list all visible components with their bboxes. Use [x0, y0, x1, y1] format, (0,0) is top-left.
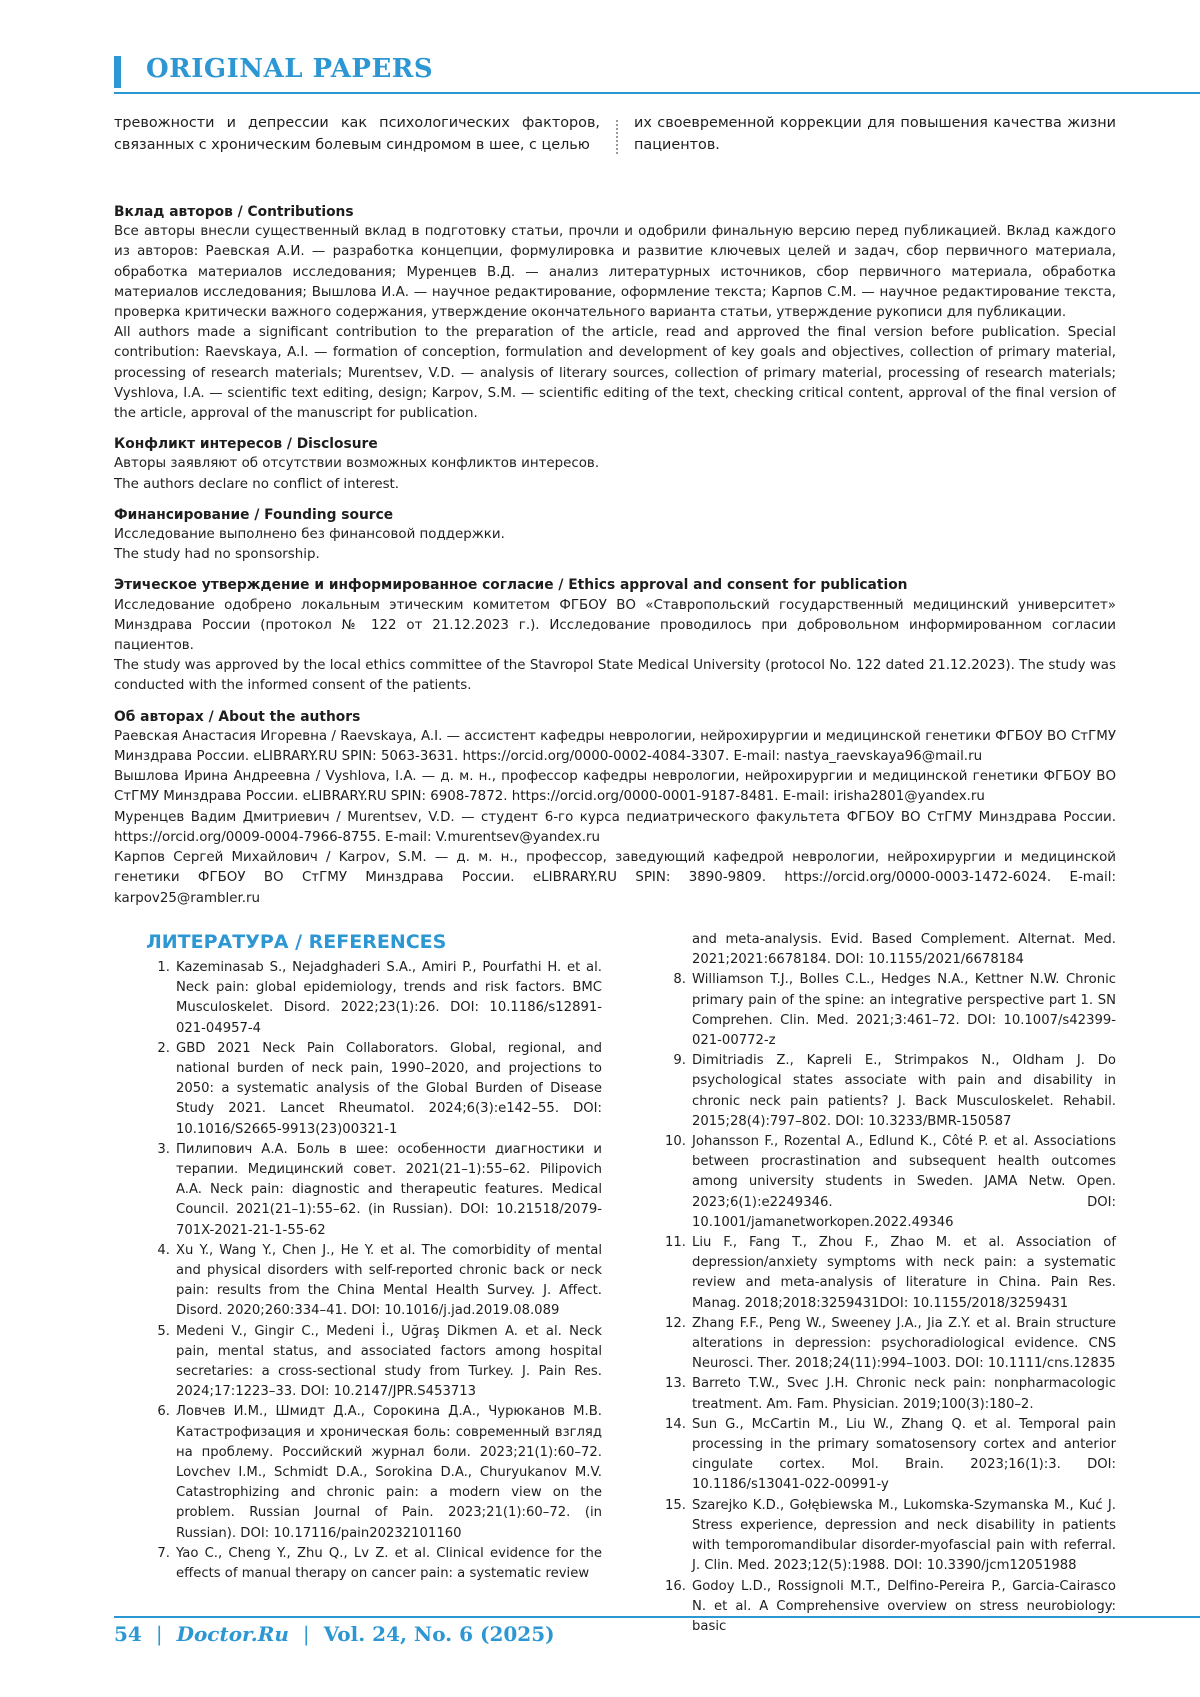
- author-entry: Карпов Сергей Михайлович / Karpov, S.M. — д. м. н., профессор, заведующий кафедрой неврологии, нейрохирургии и медицинской генетики ФГБОУ ВО СтГМУ Минздрава России. eLIBRARY.RU SPIN: 3890-9809. https://orcid.org/0000-0003-1472-6024. E-mail: karpov25@rambler.ru: [114, 850, 1116, 906]
- reference-item: [662, 1233, 1116, 1314]
- reference-item: [662, 1374, 1116, 1414]
- ethics-en: The study was approved by the local ethics committee of the Stavropol State Medical University (protocol No. 122 dated 21.12.2023). The study was conducted with the informed consent of the patients.: [114, 658, 1116, 694]
- journal-brand: Doctor.Ru: [176, 1622, 289, 1646]
- footer-rule: [114, 1616, 1200, 1618]
- ethics-ru: Исследование одобрено локальным этическим комитетом ФГБОУ ВО «Ставропольский государственный медицинский университет» Минздрава России (протокол № 122 от 21.12.2023 г.). Исследование проводилось при добровольном информированном согласии пациентов.: [114, 597, 1116, 654]
- disclosure-en: The authors declare no conflict of interest.: [114, 476, 400, 492]
- reference-text: Szarejko K.D., Gołębiewska M., Lukomska-Szymanska M., Kuć J. Stress experience, depression and neck disability in patients with temporomandibular disorder-myofascial pain with referral. J. Clin. Med. 2023;12(5):1988. DOI: 10.3390/jcm12051988: [692, 1497, 1116, 1574]
- reference-item: [146, 1140, 602, 1241]
- disclosure-ru: Авторы заявляют об отсутствии возможных конфликтов интересов.: [114, 456, 600, 472]
- references-title: ЛИТЕРАТУРА / REFERENCES: [146, 931, 447, 953]
- reference-text: GBD 2021 Neck Pain Collaborators. Global, regional, and national burden of neck pain, 1990–2020, and projections to 2050: a systematic analysis of the Global Burden of Disease Study 2021. Lancet Rheumatol. 2024;6(3):e142–55. DOI: 10.1016/S2665-9913(23)00321-1: [176, 1040, 602, 1137]
- contributions-en: All authors made a significant contribution to the preparation of the article, read and approved the final version before publication. Special contribution: Raevskaya, A.I. — formation of conception, formulation and development of key goals and objectives, collection of primary material, processing of research materials; Murentsev, V.D. — analysis of literary sources, collection of primary material, processing of research materials; Vyshlova, I.A. — scientific text editing, design; Karpov, S.M. — scientific editing of the text, checking critical content, approval of the final version of the article, approval of the manuscript for publication.: [114, 325, 1116, 422]
- funding-en: The study had no sponsorship.: [114, 547, 320, 563]
- reference-text: Medeni V., Gingir C., Medeni İ., Uğraş Dikmen A. et al. Neck pain, mental status, and associated factors among hospital secretaries: a cross-sectional study from Turkey. J. Pain Res. 2024;17:1223–33. DOI: 10.2147/JPR.S453713: [176, 1323, 602, 1400]
- reference-number: 9.: [673, 1053, 686, 1069]
- reference-text: Johansson F., Rozental A., Edlund K., Côté P. et al. Associations between procrastination and subsequent health outcomes among university students in Sweden. JAMA Netw. Open. 2023;6(1):e2249346. DOI: 10.1001/jamanetworkopen.2022.49346: [692, 1134, 1116, 1230]
- contributions-ru: Все авторы внесли существенный вклад в подготовку статьи, прочли и одобрили финальную версию перед публикацией. Вклад каждого из авторов: Раевская А.И. — разработка концепции, формулировка и развитие ключевых целей и задач, сбор первичного материала, обработка материалов исследования; Муренцев В.Д. — анализ литературных источников, сбор первичного материала, обработка материалов исследования; Вышлова И.А. — научное редактирование, оформление текста; Карпов С.М. — научное редактирование текста, проверка критически важного содержания, утверждение окончательного варианта статьи, утверждение рукописи для публикации.: [114, 224, 1116, 321]
- reference-text: Ловчев И.М., Шмидт Д.А., Сорокина Д.А., Чурюканов М.В. Катастрофизация и хроническая боль: современный взгляд на проблему. Российский журнал боли. 2023;21(1):60–72. Lovchev I.M., Schmidt D.A., Sorokina D.A., Churyukanov M.V. Catastrophizing and chronic pain: a modern view on the problem. Russian Journal of Pain. 2023;21(1):60–72. (in Russian). DOI: 10.17116/pain20232101160: [176, 1404, 602, 1541]
- about-authors-section: [114, 707, 1116, 909]
- reference-number: 8.: [673, 972, 686, 988]
- reference-text: Пилипович А.А. Боль в шее: особенности диагностики и терапии. Медицинский совет. 2021(21–1):55–62. Pilipovich A.A. Neck pain: diagnostic and therapeutic features. Medical Council. 2021(21–1):55–62. (in Russian). DOI: 10.21518/2079-701X-2021-21-1-55-62: [176, 1141, 602, 1238]
- reference-item: [662, 1496, 1116, 1577]
- reference-number: 16.: [665, 1578, 686, 1594]
- reference-item: [662, 1132, 1116, 1233]
- ethics-section: [114, 575, 1116, 696]
- reference-text: Zhang F.F., Peng W., Sweeney J.A., Jia Z.Y. et al. Brain structure alterations in depression: psychoradiological evidence. CNS Neurosci. Ther. 2018;24(11):994–1003. DOI: 10.1111/cns.12835: [692, 1315, 1116, 1372]
- reference-item: [146, 958, 602, 1039]
- author-entry: Раевская Анастасия Игоревна / Raevskaya, A.I. — ассистент кафедры неврологии, нейрохирургии и медицинской генетики ФГБОУ ВО СтГМУ Минздрава России. eLIBRARY.RU SPIN: 5063-3631. https://orcid.org/0000-0002-4084-3307. E-mail: nastya_raevskaya96@mail.ru: [114, 728, 1116, 765]
- reference-continuation: and meta-analysis. Evid. Based Complement. Alternat. Med. 2021;2021:6678184. DOI: 10.1155/2021/6678184: [692, 932, 1116, 968]
- author-entry: Муренцев Вадим Дмитриевич / Murentsev, V.D. — студент 6-го курса педиатрического факультета ФГБОУ ВО СтГМУ Минздрава России. https://orcid.org/0009-0004-7966-8755. E-mail: V.murentsev@yandex.ru: [114, 809, 1116, 845]
- reference-text: Liu F., Fang T., Zhou F., Zhao M. et al. Association of depression/anxiety symptoms with neck pain: a systematic review and meta-analysis of literature in China. Pain Res. Manag. 2018;2018:3259431DOI: 10.1155/2018/3259431: [692, 1235, 1116, 1311]
- reference-number: 4.: [157, 1242, 170, 1258]
- article-info: [114, 202, 1116, 919]
- references-right-column: [662, 930, 1116, 1637]
- intro-left-column: тревожности и депрессии как психологических факторов, связанных с хроническим болевым синдромом в шее, с целью: [114, 115, 600, 153]
- reference-number: 2.: [157, 1040, 170, 1056]
- contributions-title: Вклад авторов / Contributions: [114, 204, 354, 220]
- author-entry: Вышлова Ирина Андреевна / Vyshlova, I.A. — д. м. н., профессор кафедры неврологии, нейрохирургии и медицинской генетики ФГБОУ ВО СтГМУ Минздрава России. eLIBRARY.RU SPIN: 6908-7872. https://orcid.org/0000-0001-9187-8481. E-mail: irisha2801@yandex.ru: [114, 769, 1116, 805]
- reference-number: 14.: [665, 1416, 686, 1432]
- reference-item: [662, 1051, 1116, 1132]
- reference-number: 11.: [665, 1235, 686, 1251]
- reference-text: Barreto T.W., Svec J.H. Chronic neck pain: nonpharmacologic treatment. Am. Fam. Physician. 2019;100(3):180–2.: [692, 1376, 1116, 1412]
- reference-number: 7.: [157, 1545, 170, 1561]
- section-title: ORIGINAL PAPERS: [146, 54, 434, 84]
- reference-number: 6.: [157, 1404, 170, 1420]
- reference-number: 1.: [157, 960, 170, 975]
- reference-item: [146, 1544, 602, 1584]
- reference-item: [662, 970, 1116, 1051]
- reference-number: 5.: [157, 1323, 170, 1339]
- journal-issue: Vol. 24, No. 6 (2025): [323, 1622, 555, 1646]
- references-left-column: [146, 930, 602, 1584]
- reference-item: [662, 1577, 1116, 1638]
- contributions-section: [114, 202, 1116, 424]
- disclosure-section: [114, 434, 1116, 495]
- funding-ru: Исследование выполнено без финансовой поддержки.: [114, 527, 505, 543]
- reference-number: 10.: [665, 1134, 686, 1150]
- header-rule: [114, 92, 1200, 94]
- reference-item: [662, 1415, 1116, 1496]
- reference-number: 3.: [157, 1141, 170, 1157]
- reference-text: Godoy L.D., Rossignoli M.T., Delfino-Pereira P., Garcia-Cairasco N. et al. A Comprehensive overview on stress neurobiology: basic: [692, 1578, 1116, 1634]
- reference-item: [146, 1241, 602, 1322]
- funding-section: [114, 505, 1116, 566]
- disclosure-title: Конфликт интересов / Disclosure: [114, 436, 378, 453]
- header-accent-bar: [114, 56, 121, 88]
- page-number: 54: [114, 1622, 142, 1646]
- funding-title: Финансирование / Founding source: [114, 506, 394, 523]
- reference-number: 13.: [665, 1376, 686, 1392]
- reference-text: Kazeminasab S., Nejadghaderi S.A., Amiri P., Pourfathi H. et al. Neck pain: global epidemiology, trends and risk factors. BMC Musculoskelet. Disord. 2022;23(1):26. DOI: 10.1186/s12891-021-04957-4: [176, 960, 602, 1036]
- reference-number: 15.: [665, 1497, 686, 1513]
- reference-text: Xu Y., Wang Y., Chen J., He Y. et al. The comorbidity of mental and physical disorders with self-reported chronic back or neck pain: results from the China Mental Health Survey. J. Affect. Disord. 2020;260:334–41. DOI: 10.1016/j.jad.2019.08.089: [176, 1242, 602, 1319]
- footer: 54 | Doctor.Ru | Vol. 24, No. 6 (2025): [114, 1622, 555, 1646]
- intro-right-column: их своевременной коррекции для повышения качества жизни пациентов.: [634, 115, 1116, 153]
- reference-text: Williamson T.J., Bolles C.L., Hedges N.A., Kettner N.W. Chronic primary pain of the spine: an integrative perspective part 1. SN Comprehen. Clin. Med. 2021;3:461–72. DOI: 10.1007/s42399-021-00772-z: [692, 972, 1116, 1049]
- reference-text: Dimitriadis Z., Kapreli E., Strimpakos N., Oldham J. Do psychological states associate with pain and disability in chronic neck pain patients? J. Back Musculoskelet. Rehabil. 2015;28(4):797–802. DOI: 10.3233/BMR-150587: [692, 1053, 1116, 1129]
- reference-number: 12.: [665, 1315, 686, 1331]
- reference-text: Yao C., Cheng Y., Zhu Q., Lv Z. et al. Clinical evidence for the effects of manual therapy on cancer pain: a systematic review: [176, 1545, 602, 1582]
- reference-item: [662, 1314, 1116, 1375]
- reference-item: [146, 1039, 602, 1140]
- ethics-title: Этическое утверждение и информированное согласие / Ethics approval and consent for publication: [114, 577, 908, 594]
- reference-text: Sun G., McCartin M., Liu W., Zhang Q. et al. Temporal pain processing in the primary somatosensory cortex and anterior cingulate cortex. Mol. Brain. 2023;16(1):3. DOI: 10.1186/s13041-022-00991-y: [692, 1416, 1116, 1493]
- column-divider: [616, 120, 618, 154]
- reference-item: [146, 1322, 602, 1403]
- about-authors-title: Об авторах / About the authors: [114, 708, 361, 725]
- reference-item: [146, 1402, 602, 1543]
